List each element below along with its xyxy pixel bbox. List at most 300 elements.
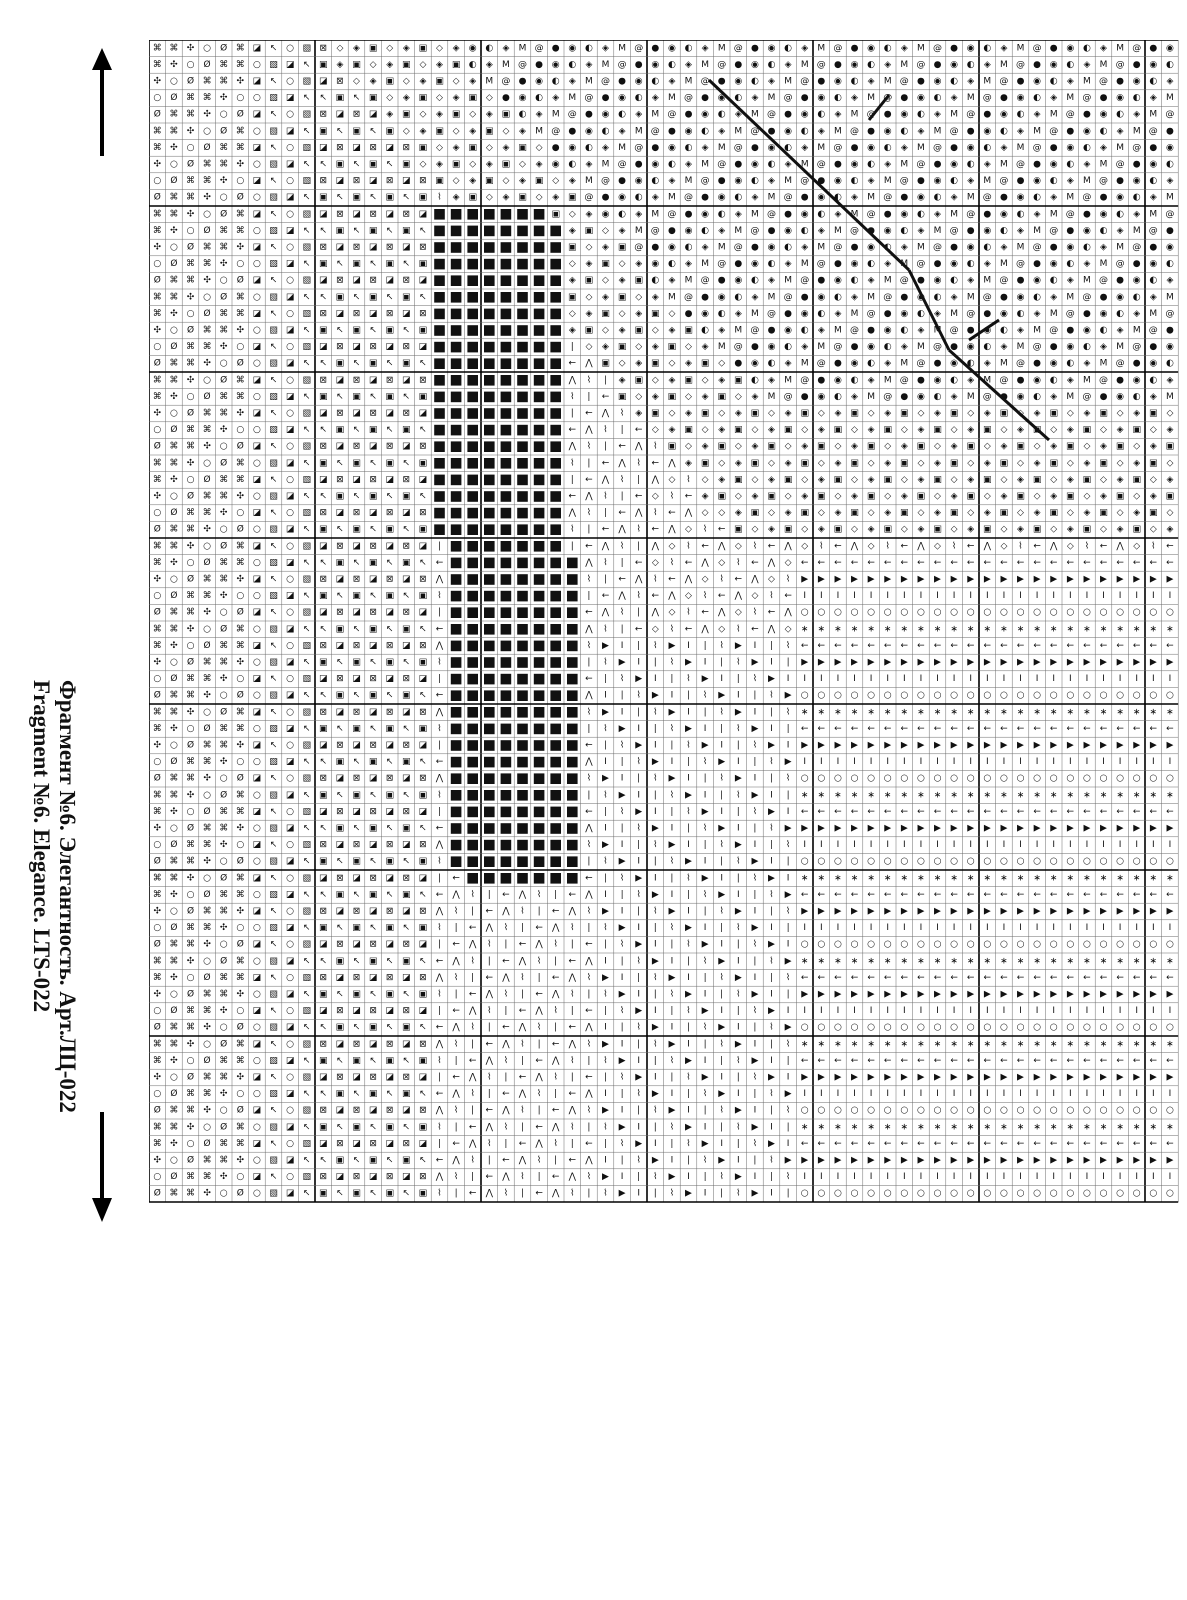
stitch-symbol: @ [883, 192, 893, 203]
stitch-symbol: ← [1033, 1138, 1041, 1149]
stitch-symbol: ◇ [685, 391, 692, 402]
stitch-symbol: ● [551, 43, 560, 54]
stitch-symbol: ✣ [186, 375, 195, 386]
stitch-symbol: Ⅰ [869, 1089, 873, 1100]
stitch-symbol: ◈ [685, 458, 692, 469]
stitch-symbol: | [437, 806, 442, 817]
stitch-symbol: ▣ [335, 358, 345, 369]
stitch-symbol: ▶ [635, 873, 643, 884]
solid-stitch [567, 558, 578, 569]
stitch-symbol: ← [950, 640, 958, 651]
stitch-symbol: ▣ [402, 690, 411, 701]
stitch-symbol: Ⅰ [753, 1105, 757, 1116]
stitch-symbol: @ [800, 375, 810, 386]
stitch-symbol: ○ [1033, 939, 1042, 950]
stitch-symbol: ← [684, 557, 693, 568]
stitch-symbol: ◐ [950, 176, 959, 187]
stitch-symbol: ▶ [817, 657, 825, 668]
stitch-symbol: ↖ [302, 325, 311, 336]
solid-stitch [501, 508, 512, 519]
stitch-symbol: ↖ [352, 292, 361, 303]
stitch-symbol: ⊠ [419, 707, 427, 718]
solid-stitch [484, 259, 495, 270]
stitch-symbol: ◇ [469, 159, 477, 170]
stitch-symbol: ✣ [186, 541, 195, 552]
stitch-symbol: Ⅰ [902, 1089, 906, 1100]
stitch-symbol: ⋀ [485, 989, 493, 1000]
stitch-symbol: | [587, 524, 591, 535]
stitch-symbol: M [701, 59, 709, 70]
stitch-symbol: ↖ [352, 358, 361, 369]
stitch-symbol: ⊠ [419, 773, 427, 784]
stitch-symbol: Ⅰ [687, 707, 690, 718]
stitch-symbol: ↖ [319, 1089, 328, 1100]
stitch-symbol: ○ [817, 1105, 826, 1116]
stitch-symbol: ▣ [385, 524, 394, 535]
stitch-symbol: ⌇ [603, 557, 608, 568]
stitch-symbol: ◈ [768, 275, 775, 286]
stitch-symbol: @ [501, 76, 511, 87]
stitch-symbol: Ø [203, 308, 211, 319]
stitch-symbol: ▶ [867, 823, 875, 834]
stitch-symbol: ▣ [335, 93, 345, 104]
stitch-symbol: ◪ [352, 142, 361, 153]
stitch-symbol: Ⅰ [1135, 840, 1139, 851]
stitch-symbol: ⌇ [503, 989, 509, 1000]
stitch-symbol: ◉ [817, 391, 826, 402]
stitch-symbol: ○ [817, 939, 826, 950]
stitch-symbol: ⋀ [552, 1188, 560, 1199]
stitch-symbol: ◐ [966, 259, 975, 270]
stitch-symbol: ⊠ [336, 939, 344, 950]
stitch-symbol: ◪ [319, 1138, 328, 1149]
stitch-symbol: ← [1116, 972, 1124, 983]
stitch-symbol: Ⅰ [1052, 1172, 1056, 1183]
stitch-symbol: ▶ [934, 740, 941, 751]
stitch-symbol: Ⅰ [853, 757, 856, 768]
stitch-symbol: ◇ [851, 425, 858, 436]
stitch-symbol: ◇ [668, 607, 676, 618]
stitch-symbol: ▶ [834, 823, 842, 834]
stitch-symbol: ◈ [1149, 93, 1157, 104]
stitch-symbol: | [587, 1055, 591, 1066]
stitch-symbol: M [1016, 242, 1025, 253]
stitch-symbol: ▣ [734, 524, 743, 535]
stitch-symbol: ← [834, 1055, 842, 1066]
stitch-symbol: ◈ [867, 524, 875, 535]
stitch-symbol: ◪ [252, 142, 262, 153]
stitch-symbol: ▣ [319, 391, 328, 402]
solid-stitch [451, 558, 462, 569]
stitch-symbol: ← [1166, 640, 1174, 651]
stitch-symbol: ✣ [219, 176, 228, 187]
stitch-symbol: ● [817, 375, 826, 386]
stitch-symbol: ◐ [1149, 275, 1158, 286]
stitch-symbol: ▶ [618, 856, 626, 867]
stitch-symbol: | [753, 889, 757, 900]
stitch-symbol: ⌇ [653, 1172, 658, 1183]
solid-stitch [501, 773, 512, 784]
stitch-symbol: ○ [800, 1105, 809, 1116]
stitch-symbol: M [717, 142, 726, 153]
stitch-symbol: ▣ [966, 491, 975, 502]
stitch-symbol: ○ [1049, 939, 1058, 950]
stitch-symbol: Ⅰ [902, 674, 906, 685]
stitch-symbol: ◇ [1033, 441, 1041, 452]
stitch-symbol: ⊠ [402, 806, 411, 817]
stitch-symbol: ◈ [1017, 425, 1024, 436]
solid-stitch [501, 475, 512, 486]
stitch-symbol: M [1066, 391, 1075, 402]
stitch-symbol: ⋀ [518, 1155, 527, 1166]
stitch-symbol: @ [1082, 192, 1092, 203]
stitch-symbol: ● [966, 325, 975, 336]
stitch-symbol: ▣ [451, 109, 461, 120]
stitch-symbol: ⌇ [686, 939, 691, 950]
solid-stitch [550, 441, 561, 452]
stitch-symbol: ○ [933, 856, 942, 867]
stitch-symbol: ▶ [1066, 1155, 1074, 1166]
stitch-symbol: ∗ [1116, 624, 1124, 635]
stitch-symbol: Ⅰ [620, 1039, 624, 1050]
stitch-symbol: ◉ [867, 242, 876, 253]
stitch-symbol: ◇ [585, 342, 593, 353]
stitch-symbol: ↖ [319, 757, 328, 768]
stitch-symbol: @ [999, 76, 1009, 87]
stitch-symbol: ⌇ [603, 1055, 608, 1066]
stitch-symbol: ◪ [352, 1006, 361, 1017]
stitch-symbol: ↖ [302, 192, 311, 203]
solid-stitch [534, 856, 545, 867]
stitch-symbol: ○ [950, 773, 959, 784]
stitch-symbol: ▶ [618, 723, 626, 734]
stitch-symbol: ○ [1033, 690, 1042, 701]
stitch-symbol: ⋀ [767, 557, 776, 568]
stitch-symbol: ◈ [485, 109, 493, 120]
stitch-symbol: ⌇ [769, 1155, 774, 1166]
solid-stitch [501, 325, 512, 336]
stitch-symbol: ▣ [319, 524, 328, 535]
stitch-symbol: M [1049, 109, 1058, 120]
solid-stitch [434, 342, 445, 353]
stitch-symbol: Ⅰ [1019, 1006, 1022, 1017]
stitch-symbol: ◈ [701, 441, 709, 452]
stitch-symbol: ∗ [1066, 1122, 1075, 1133]
stitch-symbol: ◉ [1116, 292, 1125, 303]
stitch-symbol: ▶ [701, 939, 709, 950]
stitch-symbol: ← [1000, 557, 1008, 568]
stitch-symbol: ← [950, 1055, 958, 1066]
solid-stitch [484, 491, 495, 502]
stitch-symbol: ← [668, 508, 676, 519]
stitch-symbol: ◉ [1149, 358, 1158, 369]
stitch-symbol: ⌇ [636, 757, 641, 768]
solid-stitch [467, 358, 478, 369]
stitch-symbol: ← [800, 557, 809, 568]
stitch-symbol: ⋀ [784, 541, 792, 552]
stitch-symbol: ○ [286, 840, 295, 851]
stitch-symbol: Ⅰ [1118, 674, 1122, 685]
stitch-symbol: ⊠ [352, 508, 361, 519]
stitch-symbol: ○ [1016, 939, 1025, 950]
stitch-symbol: ⌘ [186, 591, 195, 602]
stitch-symbol: Ⅰ [1151, 591, 1155, 602]
solid-stitch [534, 624, 545, 635]
solid-stitch [451, 259, 462, 270]
stitch-symbol: ← [1166, 1055, 1174, 1066]
stitch-symbol: ◪ [285, 1122, 295, 1133]
stitch-symbol: ◈ [1100, 491, 1107, 502]
stitch-symbol: ⌘ [152, 1122, 162, 1133]
solid-stitch [567, 773, 578, 784]
stitch-symbol: ○ [983, 690, 992, 701]
solid-stitch [534, 641, 545, 652]
stitch-symbol: ◐ [1082, 142, 1091, 153]
stitch-symbol: ◪ [285, 225, 295, 236]
stitch-symbol: Ⅰ [969, 1089, 973, 1100]
stitch-symbol: ▶ [1083, 574, 1091, 585]
stitch-symbol: M [651, 209, 660, 220]
stitch-symbol: ● [1033, 59, 1042, 70]
stitch-symbol: ◐ [701, 325, 710, 336]
stitch-symbol: ⋀ [684, 508, 693, 519]
stitch-symbol: ◉ [817, 93, 826, 104]
stitch-symbol: ↖ [302, 690, 311, 701]
stitch-symbol: ↖ [385, 889, 394, 900]
stitch-symbol: ← [834, 1138, 842, 1149]
stitch-symbol: ⌘ [219, 574, 229, 585]
stitch-symbol: ↖ [302, 292, 311, 303]
stitch-symbol: ← [585, 674, 593, 685]
stitch-symbol: ⌇ [736, 856, 741, 867]
stitch-symbol: @ [1032, 242, 1042, 253]
solid-stitch [484, 707, 495, 718]
stitch-symbol: ▣ [335, 1022, 345, 1033]
stitch-symbol: ▶ [718, 1089, 726, 1100]
stitch-symbol: ⌇ [736, 657, 741, 668]
stitch-symbol: ◈ [1133, 408, 1141, 419]
stitch-symbol: Ⅰ [819, 840, 823, 851]
stitch-symbol: @ [966, 209, 976, 220]
stitch-symbol: ↖ [402, 1188, 411, 1199]
stitch-symbol: ◈ [602, 242, 609, 253]
stitch-symbol: ◇ [402, 76, 410, 87]
stitch-symbol: ● [1165, 225, 1174, 236]
stitch-symbol: @ [634, 242, 644, 253]
stitch-symbol: ⊠ [319, 375, 328, 386]
stitch-symbol: ← [966, 806, 975, 817]
stitch-symbol: ← [435, 757, 444, 768]
stitch-symbol: ◈ [784, 358, 792, 369]
stitch-symbol: ✣ [219, 1172, 228, 1183]
stitch-symbol: ⊠ [352, 972, 361, 983]
stitch-symbol: Ø [236, 1105, 244, 1116]
stitch-symbol: Ⅰ [1085, 591, 1089, 602]
stitch-symbol: ▧ [269, 657, 278, 668]
stitch-symbol: ○ [1099, 1022, 1108, 1033]
stitch-symbol: ○ [252, 192, 261, 203]
stitch-symbol: ↖ [402, 657, 411, 668]
stitch-symbol: ⋀ [618, 591, 626, 602]
stitch-symbol: ◐ [983, 342, 992, 353]
stitch-symbol: ▶ [950, 1072, 958, 1083]
stitch-symbol: ▧ [302, 541, 311, 552]
stitch-symbol: ◈ [967, 375, 975, 386]
solid-stitch [517, 740, 528, 751]
stitch-symbol: ◐ [1049, 176, 1058, 187]
stitch-symbol: ⊠ [352, 707, 361, 718]
stitch-symbol: ◈ [718, 425, 726, 436]
stitch-symbol: ← [585, 873, 593, 884]
stitch-symbol: ⌘ [202, 76, 212, 87]
stitch-symbol: ◇ [436, 93, 443, 104]
stitch-symbol: ◈ [784, 508, 792, 519]
stitch-symbol: ▶ [1017, 574, 1024, 585]
stitch-symbol: ↖ [269, 840, 278, 851]
stitch-symbol: ▣ [684, 375, 693, 386]
stitch-symbol: ◇ [1050, 524, 1058, 535]
stitch-symbol: ◇ [552, 176, 560, 187]
stitch-symbol: ◐ [1099, 126, 1108, 137]
stitch-symbol: | [653, 657, 657, 668]
stitch-symbol: Ⅰ [786, 674, 790, 685]
stitch-symbol: Ⅰ [1102, 840, 1105, 851]
stitch-symbol: ↖ [269, 1172, 278, 1183]
stitch-symbol: ◪ [319, 674, 328, 685]
stitch-symbol: ← [983, 723, 992, 734]
stitch-symbol: M [767, 192, 776, 203]
stitch-symbol: ← [601, 458, 610, 469]
stitch-symbol: ○ [1149, 773, 1158, 784]
stitch-symbol: ∗ [966, 1122, 975, 1133]
stitch-symbol: ◐ [651, 176, 660, 187]
stitch-symbol: | [603, 806, 608, 817]
stitch-symbol: ○ [286, 939, 295, 950]
stitch-symbol: ◪ [418, 939, 428, 950]
stitch-symbol: Ⅰ [1085, 840, 1089, 851]
stitch-symbol: ▣ [717, 441, 726, 452]
stitch-symbol: ◪ [285, 259, 295, 270]
stitch-symbol: ● [750, 342, 759, 353]
stitch-symbol: ← [1099, 806, 1108, 817]
stitch-symbol: ← [917, 723, 925, 734]
stitch-symbol: ▶ [1000, 1155, 1008, 1166]
stitch-symbol: ○ [286, 176, 295, 187]
stitch-symbol: ↖ [336, 989, 344, 1000]
stitch-symbol: ○ [817, 856, 826, 867]
stitch-symbol: ⌇ [636, 591, 641, 602]
stitch-symbol: ▶ [1116, 574, 1124, 585]
stitch-symbol: ◈ [967, 275, 975, 286]
stitch-symbol: ⊠ [369, 408, 377, 419]
stitch-symbol: Ⅰ [819, 757, 823, 768]
stitch-symbol: | [736, 939, 740, 950]
stitch-symbol: ✣ [170, 474, 178, 485]
stitch-symbol: ◈ [1133, 308, 1141, 319]
stitch-symbol: ← [651, 591, 660, 602]
stitch-symbol: ⌇ [653, 972, 658, 983]
stitch-symbol: ▶ [900, 740, 908, 751]
stitch-symbol: ↖ [352, 1089, 361, 1100]
stitch-symbol: @ [1049, 325, 1059, 336]
stitch-symbol: ← [717, 591, 726, 602]
stitch-symbol: Ⅰ [1019, 1089, 1022, 1100]
stitch-symbol: ◇ [651, 375, 659, 386]
stitch-symbol: ▣ [319, 259, 328, 270]
stitch-symbol: ○ [1116, 773, 1125, 784]
stitch-symbol: ⊠ [385, 441, 394, 452]
stitch-symbol: ▶ [1000, 574, 1008, 585]
stitch-symbol: ⊠ [319, 773, 328, 784]
stitch-symbol: ↖ [302, 259, 311, 270]
stitch-symbol: ▶ [801, 574, 809, 585]
stitch-symbol: ↖ [369, 126, 377, 137]
stitch-symbol: ▶ [851, 989, 858, 1000]
stitch-symbol: ▶ [602, 1039, 609, 1050]
stitch-symbol: ◪ [402, 308, 411, 319]
stitch-symbol: ◇ [967, 508, 975, 519]
stitch-symbol: ← [1116, 1138, 1124, 1149]
stitch-symbol: ▧ [269, 93, 278, 104]
stitch-symbol: ⌘ [186, 840, 195, 851]
stitch-symbol: ⌘ [169, 624, 179, 635]
stitch-symbol: ◉ [767, 43, 776, 54]
stitch-symbol: ∗ [817, 707, 826, 718]
stitch-symbol: ▣ [684, 325, 693, 336]
stitch-symbol: ◇ [784, 624, 792, 635]
stitch-symbol: ◈ [801, 142, 809, 153]
stitch-symbol: ▶ [784, 1155, 792, 1166]
stitch-symbol: ✣ [170, 557, 178, 568]
stitch-symbol: ▣ [933, 474, 942, 485]
stitch-symbol: Ⅰ [902, 591, 906, 602]
stitch-symbol: ○ [203, 292, 212, 303]
stitch-symbol: Ø [170, 1172, 178, 1183]
stitch-symbol: ∗ [800, 956, 809, 967]
stitch-symbol: ○ [219, 524, 228, 535]
stitch-symbol: ▧ [302, 375, 311, 386]
stitch-symbol: ← [817, 972, 826, 983]
stitch-symbol: @ [750, 126, 760, 137]
stitch-symbol: ▶ [900, 989, 908, 1000]
stitch-symbol: ○ [153, 425, 162, 436]
stitch-symbol: M [717, 242, 726, 253]
stitch-symbol: ▧ [269, 757, 278, 768]
stitch-symbol: ← [1116, 889, 1124, 900]
stitch-symbol: ◈ [1116, 126, 1124, 137]
stitch-symbol: | [454, 1188, 458, 1199]
stitch-symbol: ◈ [900, 142, 908, 153]
stitch-symbol: ▶ [1166, 574, 1174, 585]
stitch-symbol: ← [1083, 889, 1091, 900]
stitch-symbol: ▣ [883, 425, 892, 436]
stitch-symbol: Ⅰ [670, 1022, 674, 1033]
stitch-symbol: ↖ [336, 524, 344, 535]
stitch-symbol: ● [900, 391, 909, 402]
stitch-symbol: ← [1166, 557, 1174, 568]
stitch-symbol: ✣ [236, 242, 245, 253]
stitch-symbol: ⌇ [736, 723, 741, 734]
stitch-symbol: ⌘ [235, 375, 245, 386]
stitch-symbol: ◈ [983, 358, 991, 369]
stitch-symbol: | [637, 972, 641, 983]
stitch-symbol: ○ [203, 126, 212, 137]
stitch-symbol: | [554, 889, 558, 900]
stitch-symbol: | [603, 441, 608, 452]
solid-stitch [467, 392, 478, 403]
stitch-symbol: ◈ [1050, 491, 1058, 502]
stitch-symbol: ◈ [618, 225, 626, 236]
